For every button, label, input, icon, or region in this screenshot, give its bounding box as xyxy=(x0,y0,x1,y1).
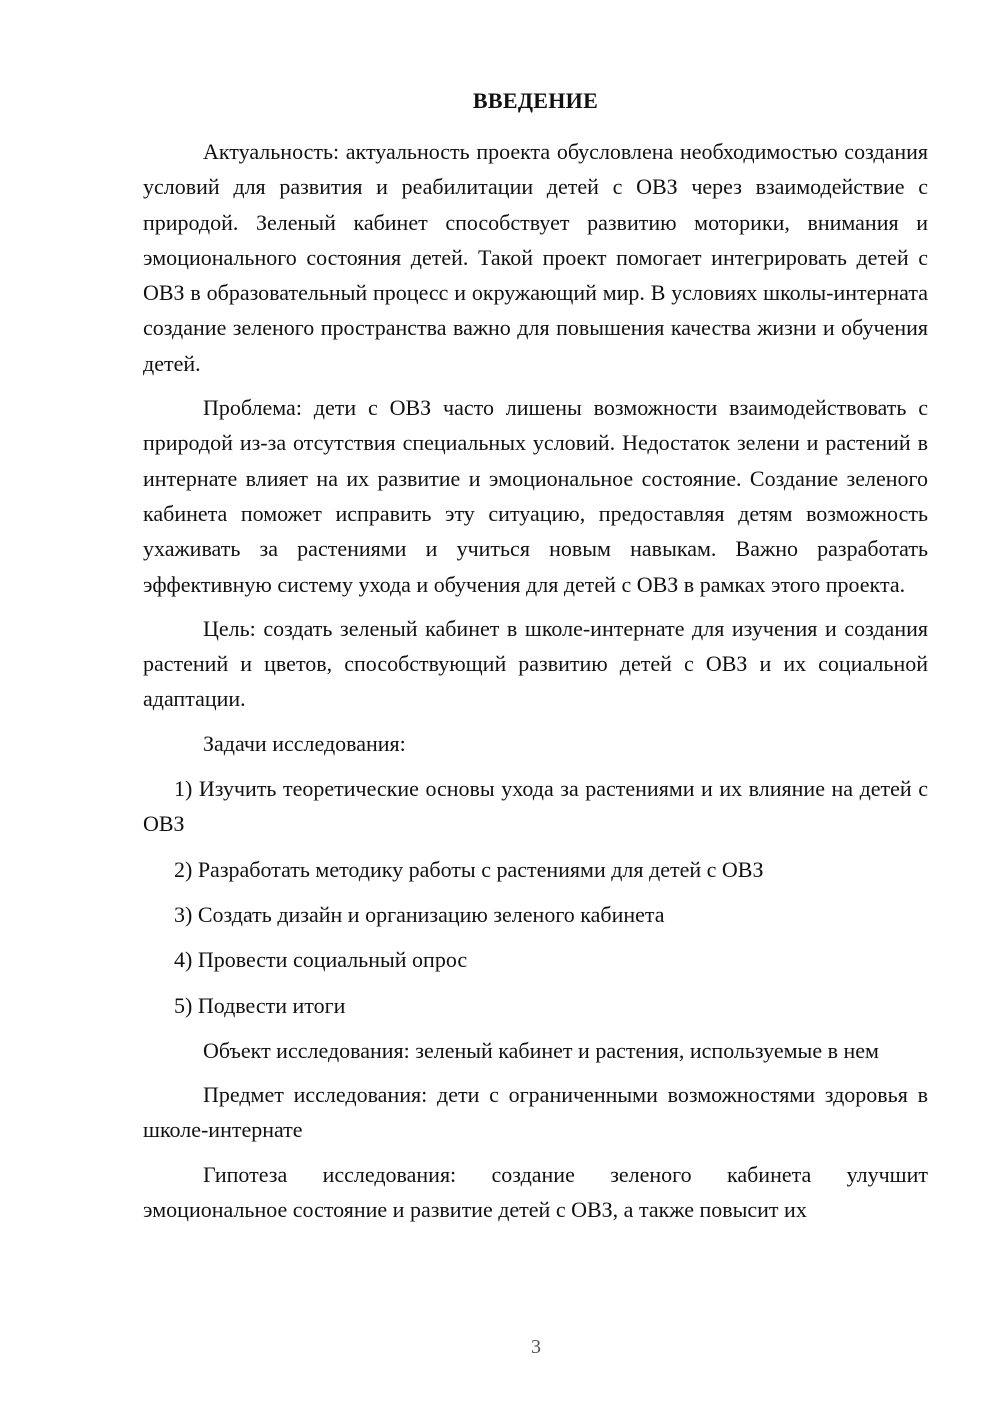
task-item: 2) Разработать методику работы с растениями для детей с ОВЗ xyxy=(174,856,764,882)
goal-paragraph: Цель: создать зеленый кабинет в школе-интернате для изучения и создания растений и цветов, способствующий развитию детей с ОВЗ и их социальной адаптации. xyxy=(143,615,928,712)
problem-paragraph: Проблема: дети с ОВЗ часто лишены возможности взаимодействовать с природой из-за отсутствия специальных условий. Недостаток зелени и растений в интернате влияет на их развитие и эмоциональное состояние. Создание зеленого кабинета поможет исправить эту ситуацию, предоставляя детям возможность ухаживать за растениями и учиться новым навыкам. Важно разработать эффективную систему ухода и обучения для детей с ОВЗ в рамках этого проекта. xyxy=(143,395,928,597)
relevance-paragraph: Актуальность: актуальность проекта обусловлена необходимостью создания условий для развития и реабилитации детей с ОВЗ через взаимодействие с природой. Зеленый кабинет способствует развитию моторики, внимания и эмоционального состояния детей. Такой проект помогает интегрировать детей с ОВЗ в образовательный процесс и окружающий мир. В условиях школы-интерната создание зеленого пространства важно для повышения качества жизни и обучения детей. xyxy=(143,139,928,376)
object-paragraph: Объект исследования: зеленый кабинет и растения, используемые в нем xyxy=(203,1037,879,1063)
page-number: 3 xyxy=(531,1336,541,1358)
hypothesis-paragraph: Гипотеза исследования: создание зеленого кабинета улучшит эмоциональное состояние и развитие детей с ОВЗ, а также повысит их xyxy=(143,1161,928,1223)
tasks-heading: Задачи исследования: xyxy=(203,730,406,756)
page-title: ВВЕДЕНИЕ xyxy=(472,88,599,113)
task-item: 3) Создать дизайн и организацию зеленого кабинета xyxy=(174,901,665,927)
task-item: 4) Провести социальный опрос xyxy=(174,947,468,973)
document-page xyxy=(143,88,928,1236)
subject-paragraph: Предмет исследования: дети с ограниченными возможностями здоровья в школе-интернате xyxy=(143,1082,928,1143)
task-item: 5) Подвести итоги xyxy=(174,992,346,1018)
task-item: 1) Изучить теоретические основы ухода за растениями и их влияние на детей с ОВЗ xyxy=(143,776,928,837)
